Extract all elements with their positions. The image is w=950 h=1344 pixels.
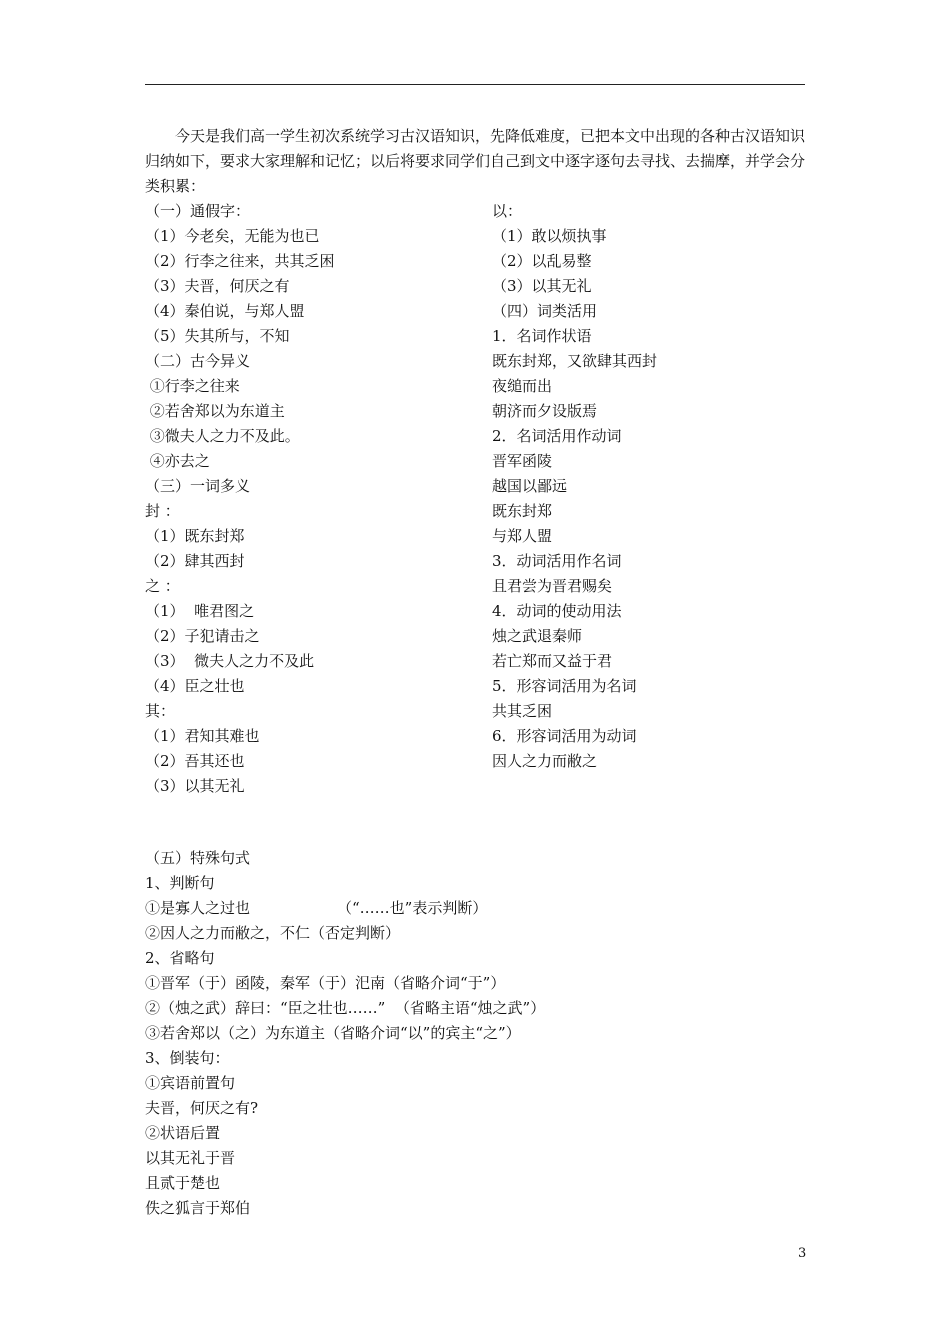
column-line: 既东封郑，又欲肆其西封 xyxy=(492,352,658,370)
judge-example-2: ②因人之力而敝之，不仁（否定判断） xyxy=(145,924,401,942)
column-line: 晋军函陵 xyxy=(492,452,553,470)
omit-example-3: ③若舍郑以（之）为东道主（省略介词“以”的宾主“之”） xyxy=(145,1024,521,1042)
column-line: 若亡郑而又益于君 xyxy=(492,652,613,670)
column-line: ④亦去之 xyxy=(145,452,210,470)
judge-note-1: （“……也”表示判断） xyxy=(337,899,488,917)
column-line: 之 ： xyxy=(145,577,180,595)
column-line: （1） 唯君图之 xyxy=(145,602,255,620)
invert-example-1: 夫晋，何厌之有? xyxy=(145,1099,259,1117)
column-line: 以： xyxy=(492,202,523,220)
invert-example-2b: 且贰于楚也 xyxy=(145,1174,221,1192)
column-line: （四）词类活用 xyxy=(492,302,598,320)
column-line: 夜缒而出 xyxy=(492,377,553,395)
invert-example-2a: 以其无礼于晋 xyxy=(145,1149,236,1167)
column-line: （1）敢以烦执事 xyxy=(492,227,607,245)
invert-example-2c: 佚之狐言于郑伯 xyxy=(145,1199,251,1217)
column-line: 且君尝为晋君赐矣 xyxy=(492,577,613,595)
header-rule xyxy=(145,84,805,85)
right-column xyxy=(492,199,657,774)
column-line: 烛之武退秦师 xyxy=(492,627,583,645)
column-line: （3）以其无礼 xyxy=(492,277,592,295)
column-line: 封 ： xyxy=(145,502,180,520)
column-line: （3） 微夫人之力不及此 xyxy=(145,652,315,670)
column-line: ②若舍郑以为东道主 xyxy=(145,402,285,420)
column-line: （二）古今异义 xyxy=(145,352,251,370)
column-line: 越国以鄙远 xyxy=(492,477,568,495)
left-column xyxy=(145,199,335,799)
column-line: 与郑人盟 xyxy=(492,527,553,545)
column-line: 6．形容词活用为动词 xyxy=(492,727,637,745)
column-line: 3．动词活用作名词 xyxy=(492,552,622,570)
column-line: 朝济而夕设版焉 xyxy=(492,402,598,420)
column-line: （4）秦伯说，与郑人盟 xyxy=(145,302,305,320)
intro-paragraph: 今天是我们高一学生初次系统学习古汉语知识，先降低难度，已把本文中出现的各种古汉语知识归纳如下，要求大家理解和记忆；以后将要求同学们自己到文中逐字逐句去寻找、去揣摩，并学会分类积累： xyxy=(145,127,806,195)
page-number: 3 xyxy=(798,1246,807,1261)
column-line: （4）臣之壮也 xyxy=(145,677,245,695)
column-line: （2）子犯请击之 xyxy=(145,627,260,645)
column-line: （2）肆其西封 xyxy=(145,552,245,570)
column-line: 共其乏困 xyxy=(492,702,553,720)
column-line: 2．名词活用作动词 xyxy=(492,427,622,445)
column-line: ③微夫人之力不及此。 xyxy=(145,427,300,445)
column-line: （3）夫晋，何厌之有 xyxy=(145,277,290,295)
column-line: （1）今老矣，无能为也已 xyxy=(145,227,320,245)
column-line: 5．形容词活用为名词 xyxy=(492,677,637,695)
column-line: ①行李之往来 xyxy=(145,377,240,395)
column-line: （1）君知其难也 xyxy=(145,727,260,745)
special-heading: （五）特殊句式 xyxy=(145,849,251,867)
column-line: 其： xyxy=(145,702,176,720)
judge-example-1: ①是寡人之过也 xyxy=(145,899,251,917)
invert-subtitle-1: ①宾语前置句 xyxy=(145,1074,236,1092)
column-line: （2）吾其还也 xyxy=(145,752,245,770)
column-line: 4．动词的使动用法 xyxy=(492,602,622,620)
column-line: （3）以其无礼 xyxy=(145,777,245,795)
omit-title: 2、省略句 xyxy=(145,949,215,967)
omit-example-2: ②（烛之武）辞曰：“臣之壮也……” （省略主语“烛之武”） xyxy=(145,999,546,1017)
column-line: （2）以乱易整 xyxy=(492,252,592,270)
column-line: （一）通假字： xyxy=(145,202,251,220)
column-line: （1）既东封郑 xyxy=(145,527,245,545)
column-line: （三）一词多义 xyxy=(145,477,251,495)
omit-example-1: ①晋军（于）函陵，秦军（于）汜南（省略介词“于”） xyxy=(145,974,506,992)
column-line: （5）失其所与，不知 xyxy=(145,327,290,345)
column-line: 1．名词作状语 xyxy=(492,327,592,345)
invert-title: 3、倒装句： xyxy=(145,1049,230,1067)
judge-title: 1、判断句 xyxy=(145,874,215,892)
column-line: 既东封郑 xyxy=(492,502,553,520)
invert-subtitle-2: ②状语后置 xyxy=(145,1124,221,1142)
column-line: 因人之力而敝之 xyxy=(492,752,598,770)
column-line: （2）行李之往来，共其乏困 xyxy=(145,252,335,270)
